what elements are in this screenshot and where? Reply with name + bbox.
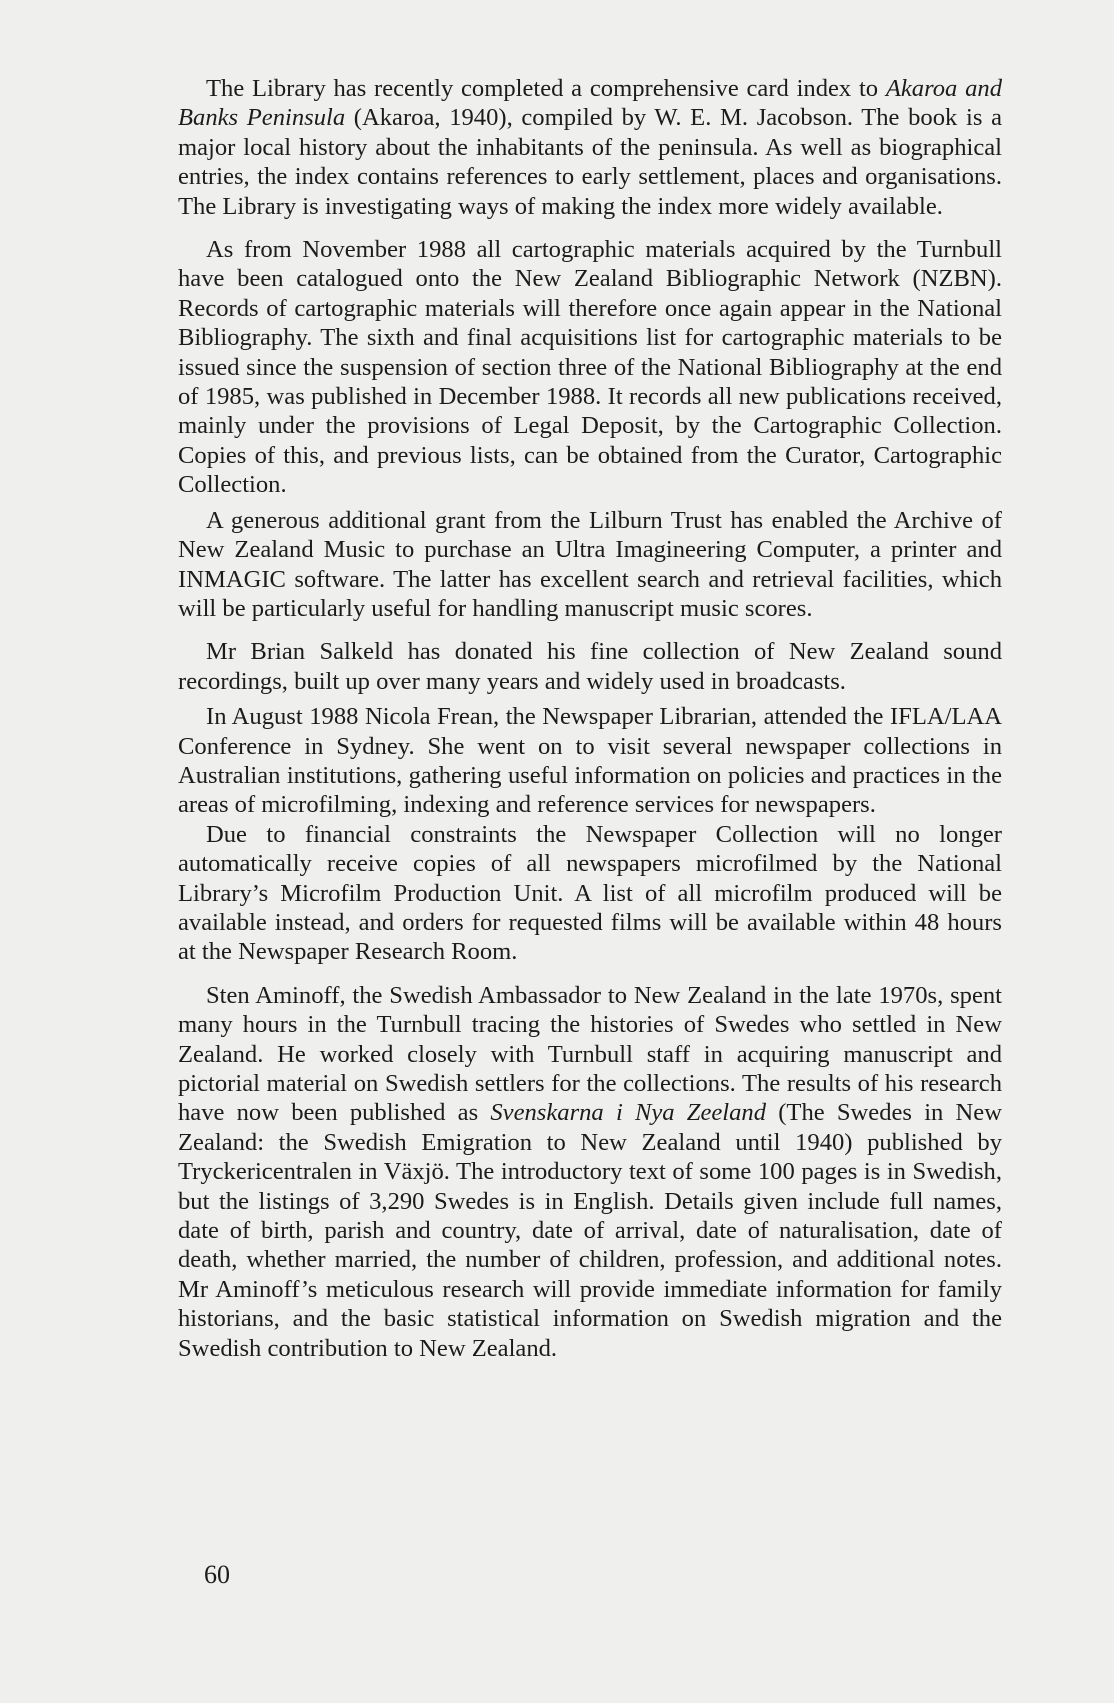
- italic-title: Svenskarna i Nya Zeeland: [490, 1099, 767, 1127]
- paragraph-text: In August 1988 Nicola Frean, the Newspaper Librarian, attended the IFLA/LAA Conference in Sydney. She went on to visit several newspaper collections in Australian institutions, gathering useful information on policies and practices in the areas of microfilming, indexing and reference services for newspapers.: [178, 703, 1002, 819]
- italic-title: Akaroa and Banks Peninsula: [178, 75, 1002, 132]
- paragraph-text: (The Swedes in New Zealand: the Swedish Emigration to New Zealand until 1940) published by Tryckericentralen in Växjö. The introductory text of some 100 pages is in Swedish, but the listings of 3,290 Swedes is in English. Details given include full names, date of birth, parish and country, date of arrival, date of naturalisation, date of death, whether married, the number of children, profession, and additional notes. Mr Aminoff’s meticulous research will provide immediate information for family historians, and the basic statistical information on Swedish migration and the Swedish contribution to New Zealand.: [178, 1099, 1002, 1362]
- paragraph-text: Due to financial constraints the Newspaper Collection will no longer automatically receive copies of all newspapers microfilmed by the National Library’s Microfilm Production Unit. A list of all microfilm produced will be available instead, and orders for requested films will be available within 48 hours at the Newspaper Research Room.: [178, 820, 1002, 966]
- paragraph-text: As from November 1988 all cartographic materials acquired by the Turnbull have been catalogued onto the New Zealand Bibliographic Network (NZBN). Records of cartographic materials will therefore once again appear in the National Bibliography. The sixth and final acquisitions list for cartographic materials to be issued since the suspension of section three of the National Bibliography at the end of 1985, was published in December 1988. It records all new publications received, mainly under the provisions of Legal Deposit, by the Cartographic Collection. Copies of this, and previous lists, can be obtained from the Curator, Cartographic Collection.: [178, 236, 1002, 499]
- paragraph: [178, 820, 1002, 967]
- paragraph: [178, 74, 1002, 221]
- paragraph: [178, 702, 1002, 820]
- body-text: [178, 74, 1002, 1363]
- paragraph-text: Mr Brian Salkeld has donated his fine collection of New Zealand sound recordings, built up over many years and widely used in broadcasts.: [178, 638, 1002, 695]
- paragraph-text: (Akaroa, 1940), compiled by W. E. M. Jacobson. The book is a major local history about the inhabitants of the peninsula. As well as biographical entries, the index contains references to early settlement, places and organisations. The Library is investigating ways of making the index more widely available.: [178, 104, 1002, 220]
- page-number: 60: [204, 1560, 230, 1589]
- paragraph: [178, 506, 1002, 624]
- paragraph: [178, 637, 1002, 696]
- paragraph-text: Sten Aminoff, the Swedish Ambassador to New Zealand in the late 1970s, spent many hours in the Turnbull tracing the histories of Swedes who settled in New Zealand. He worked closely with Turnbull staff in acquiring manuscript and pictorial material on Swedish settlers for the collections. The results of his research have now been published as: [178, 981, 1002, 1127]
- paragraph-text: The Library has recently completed a comprehensive card index to: [206, 75, 886, 102]
- paragraph: [178, 981, 1002, 1363]
- paragraph-text: A generous additional grant from the Lilburn Trust has enabled the Archive of New Zealand Music to purchase an Ultra Imagineering Computer, a printer and INMAGIC software. The latter has excellent search and retrieval facilities, which will be particularly useful for handling manuscript music scores.: [178, 506, 1002, 622]
- paragraph: [178, 235, 1002, 500]
